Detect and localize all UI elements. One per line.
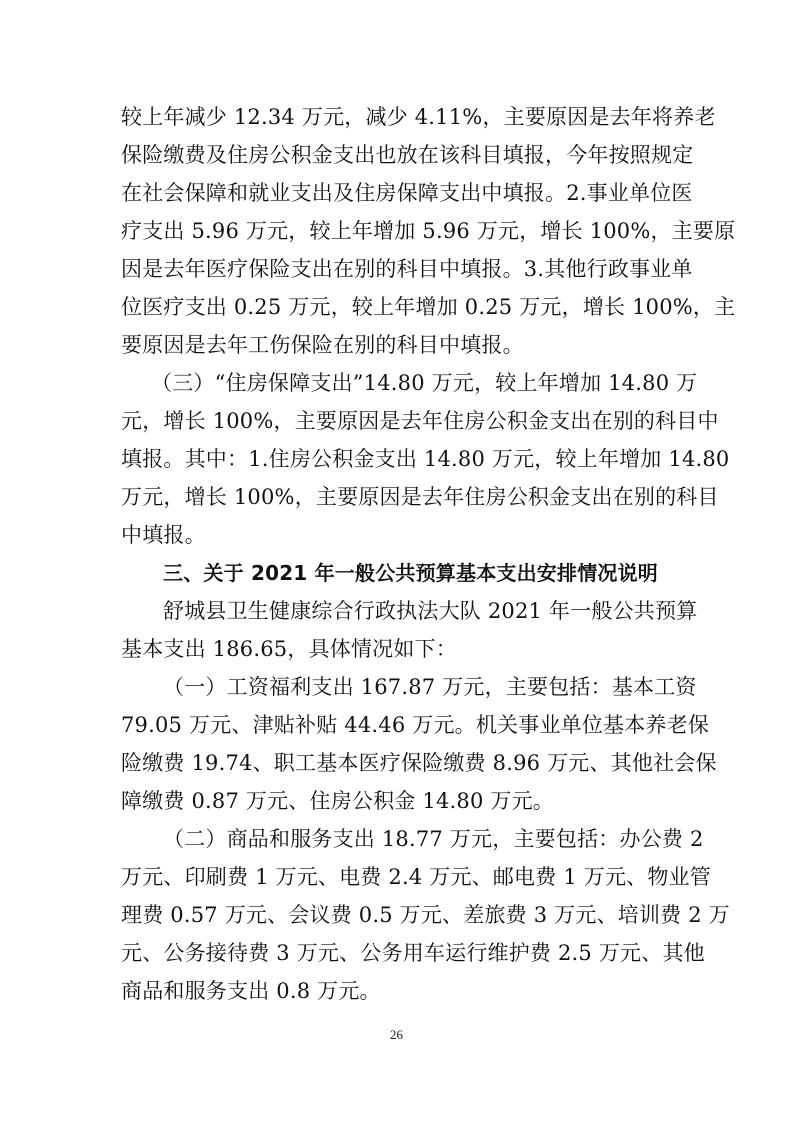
paragraph-line: 因是去年医疗保险支出在别的科目中填报。3.其他行政事业单 xyxy=(121,257,693,281)
paragraph-line: 障缴费 0.87 万元、住房公积金 14.80 万元。 xyxy=(121,789,554,813)
document-body xyxy=(121,98,736,1010)
paragraph-line: 基本支出 186.65，具体情况如下： xyxy=(121,637,457,661)
paragraph-line: 要原因是去年工伤保险在别的科目中填报。 xyxy=(121,333,524,357)
paragraph-line: 万元、印刷费 1 万元、电费 2.4 万元、邮电费 1 万元、物业管 xyxy=(121,865,711,889)
paragraph-line: 保险缴费及住房公积金支出也放在该科目填报，今年按照规定 xyxy=(121,143,694,167)
paragraph-line: 商品和服务支出 0.8 万元。 xyxy=(121,979,381,1003)
paragraph-line: 万元，增长 100%，主要原因是去年住房公积金支出在别的科目 xyxy=(121,485,719,509)
paragraph-line: 理费 0.57 万元、会议费 0.5 万元、差旅费 3 万元、培训费 2 万 xyxy=(121,903,730,927)
paragraph-line: 在社会保障和就业支出及住房保障支出中填报。2.事业单位医 xyxy=(121,181,693,205)
paragraph-line: （三）“住房保障支出”14.80 万元，较上年增加 14.80 万 xyxy=(151,371,698,395)
paragraph-line: 疗支出 5.96 万元，较上年增加 5.96 万元，增长 100%，主要原 xyxy=(121,219,736,243)
paragraph-line: 舒城县卫生健康综合行政执法大队 2021 年一般公共预算 xyxy=(163,599,698,623)
paragraph-line: 险缴费 19.74、职工基本医疗保险缴费 8.96 万元、其他社会保 xyxy=(121,751,717,775)
paragraph-line: 较上年减少 12.34 万元，减少 4.11%，主要原因是去年将养老 xyxy=(121,105,716,129)
paragraph-line: 中填报。 xyxy=(121,523,206,547)
paragraph-line: （二）商品和服务支出 18.77 万元，主要包括：办公费 2 xyxy=(163,827,704,851)
paragraph-line: （一）工资福利支出 167.87 万元，主要包括：基本工资 xyxy=(163,675,697,699)
paragraph-line: 元，增长 100%，主要原因是去年住房公积金支出在别的科目中 xyxy=(121,409,719,433)
paragraph-line: 元、公务接待费 3 万元、公务用车运行维护费 2.5 万元、其他 xyxy=(121,941,705,965)
page-number: 26 xyxy=(390,1027,403,1042)
paragraph-line: 填报。其中：1.住房公积金支出 14.80 万元，较上年增加 14.80 xyxy=(121,447,730,471)
section-heading: 三、关于 2021 年一般公共预算基本支出安排情况说明 xyxy=(163,561,658,585)
paragraph-line: 位医疗支出 0.25 万元，较上年增加 0.25 万元，增长 100%，主 xyxy=(121,295,736,319)
paragraph-line: 79.05 万元、津贴补贴 44.46 万元。机关事业单位基本养老保 xyxy=(121,713,710,737)
